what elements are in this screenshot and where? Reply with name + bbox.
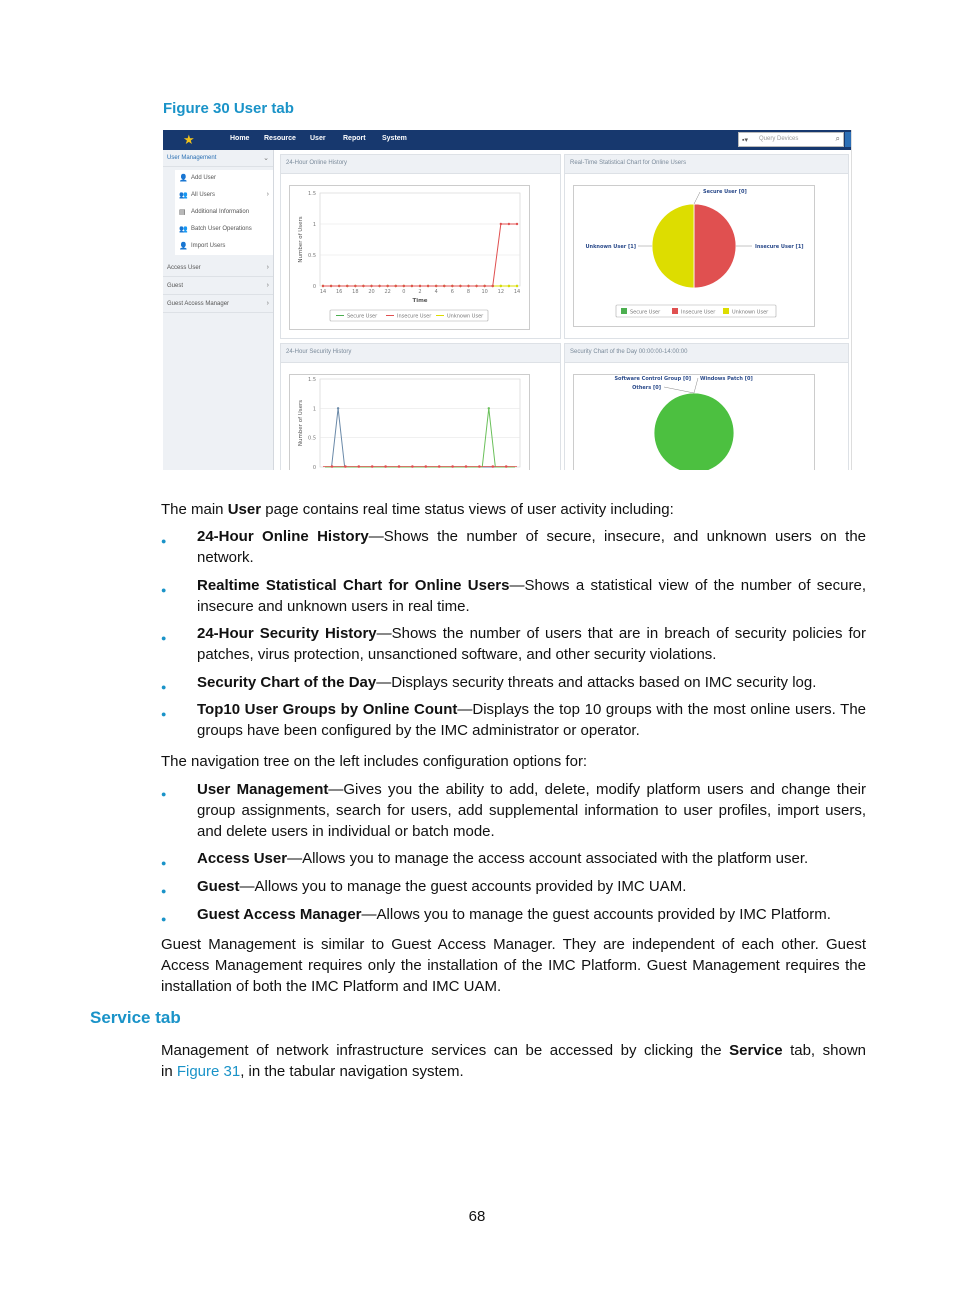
sidebar-subitem-import-users[interactable]: 👤 Import Users <box>175 238 273 255</box>
legend-label: Unknown User <box>447 313 484 320</box>
bullet-dot-icon: ● <box>161 914 167 924</box>
intro-paragraph: The main User page contains real time status views of user activity including: <box>161 501 674 518</box>
data-point <box>338 285 340 287</box>
bullet-dot-icon: ● <box>161 585 167 595</box>
panel-title: Real-Time Statistical Chart for Online Users <box>570 160 687 166</box>
page-number: 68 <box>468 1208 486 1225</box>
bullet-term: Realtime Statistical Chart for Online Users <box>197 577 510 594</box>
guest-management-paragraph: Guest Management is similar to Guest Access Manager. They are independent of each other. Guest Access Management requires only the installation of the IMC Platform. Guest Management requires the installation of both the IMC Platform and IMC UAM. <box>161 936 866 995</box>
bullet-term: 24-Hour Security History <box>197 625 377 642</box>
security-day-chart-frame <box>573 374 815 470</box>
data-point <box>378 285 380 287</box>
bullet-dot-icon: ● <box>161 633 167 643</box>
security-day-pie-chart <box>574 375 814 470</box>
favorites-star-icon[interactable]: ★ <box>183 132 195 147</box>
data-point <box>435 285 437 287</box>
y-axis-label: Number of Users <box>298 399 304 447</box>
legend-swatch <box>672 308 678 314</box>
sidebar-subitem-add-user[interactable]: 👤 Add User <box>175 170 273 187</box>
panel-title: Security Chart of the Day 00:00:00-14:00:00 <box>570 349 688 355</box>
search-icon[interactable]: ⌕ <box>835 134 840 143</box>
chevron-right-icon: › <box>266 264 269 271</box>
data-point <box>516 223 518 225</box>
data-point <box>492 465 495 468</box>
sidebar-item-guest[interactable]: Guest › <box>163 278 273 295</box>
panel-title: 24-Hour Online History <box>286 160 348 166</box>
pie-slice-insecure-user <box>694 204 736 288</box>
bullet-term: User Management <box>197 781 329 798</box>
data-point <box>500 223 502 225</box>
x-tick-label: 6 <box>450 289 454 295</box>
data-point <box>492 285 494 287</box>
online-history-chart <box>290 186 529 329</box>
data-point <box>459 285 461 287</box>
x-tick-label: 14 <box>319 289 327 295</box>
user-tab-screenshot <box>163 130 852 470</box>
sidebar-subitem-batch-operations[interactable]: 👥 Batch User Operations <box>175 221 273 238</box>
y-tick-label: 0.5 <box>308 435 316 442</box>
pie-label-secure: Secure User [0] <box>703 189 747 195</box>
bullet-dot-icon: ● <box>161 789 167 799</box>
x-tick-label: 8 <box>466 289 471 295</box>
data-point <box>451 285 453 287</box>
data-point <box>370 285 372 287</box>
bullet-term: Guest Access Manager <box>197 906 362 923</box>
data-point <box>500 285 502 287</box>
callout-line <box>694 378 698 393</box>
data-point <box>322 285 324 287</box>
bullet-dot-icon: ● <box>161 682 167 692</box>
x-axis-label: Time <box>412 298 428 304</box>
data-point <box>465 465 468 468</box>
chevron-right-icon: › <box>266 282 269 289</box>
chevron-down-icon: ⌄ <box>263 155 269 162</box>
figure-caption: Figure 30 User tab <box>163 100 294 117</box>
data-point <box>358 465 361 468</box>
bullet-dot-icon: ● <box>161 886 167 896</box>
bullet-term: Security Chart of the Day <box>197 674 377 691</box>
data-point <box>478 465 481 468</box>
chevron-right-icon: › <box>266 300 269 307</box>
legend-label: Insecure User <box>681 309 716 316</box>
data-point <box>505 465 508 468</box>
data-point <box>488 407 490 409</box>
info-card-icon: ▤ <box>179 209 186 216</box>
data-point <box>371 465 374 468</box>
search-placeholder: Query Devices <box>759 136 799 142</box>
add-user-icon: 👤 <box>179 175 188 182</box>
import-users-icon: 👤 <box>179 243 188 250</box>
x-tick-label: 0 <box>402 289 406 295</box>
security-history-chart <box>290 375 529 470</box>
online-history-chart-frame <box>289 185 530 330</box>
bullet-term: Top10 User Groups by Online Count <box>197 701 458 718</box>
legend-label: Secure User <box>347 313 378 320</box>
service-paragraph: Management of network infrastructure services can be accessed by clicking the Service tab, shown in Figure 31, in the tabular navigation system. <box>161 1042 866 1080</box>
online-history-panel <box>280 154 561 339</box>
bullet-term: 24-Hour Online History <box>197 528 369 545</box>
top-menu-bar <box>163 130 851 150</box>
device-type-icon[interactable]: ▪▾ <box>742 137 748 144</box>
sidebar-item-guest-access-manager[interactable]: Guest Access Manager › <box>163 296 273 313</box>
data-point <box>411 285 413 287</box>
data-point <box>331 465 334 468</box>
query-devices-search[interactable] <box>738 132 844 147</box>
data-point <box>467 285 469 287</box>
bullet-dot-icon: ● <box>161 858 167 868</box>
intro-bold-user: User <box>227 501 262 518</box>
data-point <box>451 465 454 468</box>
sidebar-subitem-additional-info[interactable]: ▤ Additional Information <box>175 204 273 221</box>
realtime-chart-panel <box>564 154 849 339</box>
data-point <box>425 465 428 468</box>
sidebar-item-user-management[interactable]: User Management ⌄ <box>163 150 273 167</box>
data-point <box>384 465 387 468</box>
users-icon: 👥 <box>179 192 188 199</box>
data-point <box>438 465 441 468</box>
menu-resource[interactable]: Resource <box>264 135 296 142</box>
data-point <box>395 285 397 287</box>
pie-label-software-control: Software Control Group [0] <box>614 376 691 382</box>
data-point <box>354 285 356 287</box>
legend-label: Insecure User <box>397 313 432 320</box>
menu-user[interactable]: User <box>310 135 326 142</box>
legend-swatch <box>621 308 627 314</box>
x-tick-label: 12 <box>497 289 505 295</box>
data-point <box>346 285 348 287</box>
callout-line <box>664 387 694 393</box>
x-tick-label: 20 <box>368 289 375 295</box>
data-point <box>362 285 364 287</box>
legend-label: Unknown User <box>732 309 769 316</box>
y-tick-label: 0 <box>312 465 316 470</box>
pie-slice-unknown-user <box>652 204 694 288</box>
right-edge-button[interactable] <box>845 132 851 147</box>
nav-intro-paragraph: The navigation tree on the left includes configuration options for: <box>161 753 588 770</box>
data-point <box>411 465 414 468</box>
data-point <box>403 285 405 287</box>
data-point <box>386 285 388 287</box>
x-tick-label: 4 <box>434 289 438 295</box>
figure-31-link[interactable]: Figure 31 <box>176 1063 241 1080</box>
menu-system[interactable]: System <box>382 135 407 142</box>
panel-title: 24-Hour Security History <box>286 349 352 355</box>
data-point <box>337 407 339 409</box>
data-point <box>330 285 332 287</box>
batch-users-icon: 👥 <box>179 226 188 233</box>
y-tick-label: 1 <box>312 222 316 228</box>
sidebar-subitem-all-users[interactable]: 👥 All Users › <box>175 187 273 204</box>
data-point <box>398 465 401 468</box>
data-point <box>475 285 477 287</box>
y-tick-label: 0 <box>312 284 316 290</box>
x-tick-label: 22 <box>384 289 391 295</box>
legend-label: Secure User <box>630 309 661 316</box>
realtime-pie-chart <box>574 186 814 326</box>
y-axis-label: Number of Users <box>298 216 304 263</box>
data-point <box>483 285 485 287</box>
security-history-panel <box>280 343 561 470</box>
x-tick-label: 2 <box>418 289 422 295</box>
pie-slice-full <box>654 393 734 470</box>
navigation-tree <box>163 150 274 470</box>
pie-label-others: Others [0] <box>632 385 661 391</box>
pie-label-unknown: Unknown User [1] <box>585 244 636 250</box>
data-point <box>427 285 429 287</box>
data-point <box>419 285 421 287</box>
menu-report[interactable]: Report <box>343 135 366 142</box>
realtime-chart-frame <box>573 185 815 327</box>
data-point <box>508 285 510 287</box>
security-history-chart-frame <box>289 374 530 470</box>
pie-label-windows-patch: Windows Patch [0] <box>700 376 753 382</box>
sidebar-item-access-user[interactable]: Access User › <box>163 260 273 277</box>
plot-area <box>320 193 520 286</box>
bullet-dot-icon: ● <box>161 709 167 719</box>
y-tick-label: 1.5 <box>308 377 316 383</box>
bullet-dot-icon: ● <box>161 536 167 546</box>
menu-home[interactable]: Home <box>230 135 250 142</box>
bullet-term: Access User <box>197 850 288 867</box>
legend-swatch <box>723 308 729 314</box>
data-point <box>344 465 347 468</box>
chevron-right-icon: › <box>266 191 269 198</box>
y-tick-label: 0.5 <box>308 253 316 259</box>
y-tick-label: 1 <box>312 406 316 413</box>
y-tick-label: 1.5 <box>308 191 316 197</box>
data-point <box>508 223 510 225</box>
pie-label-insecure: Insecure User [1] <box>755 244 804 250</box>
data-point <box>443 285 445 287</box>
x-tick-label: 18 <box>352 289 359 295</box>
x-tick-label: 14 <box>513 289 521 295</box>
x-tick-label: 10 <box>481 289 488 295</box>
data-point <box>516 285 518 287</box>
security-day-panel <box>564 343 849 470</box>
bullet-term: Guest <box>197 878 240 895</box>
section-heading-service-tab: Service tab <box>90 1008 181 1027</box>
callout-line <box>694 192 700 204</box>
x-tick-label: 16 <box>335 289 343 295</box>
